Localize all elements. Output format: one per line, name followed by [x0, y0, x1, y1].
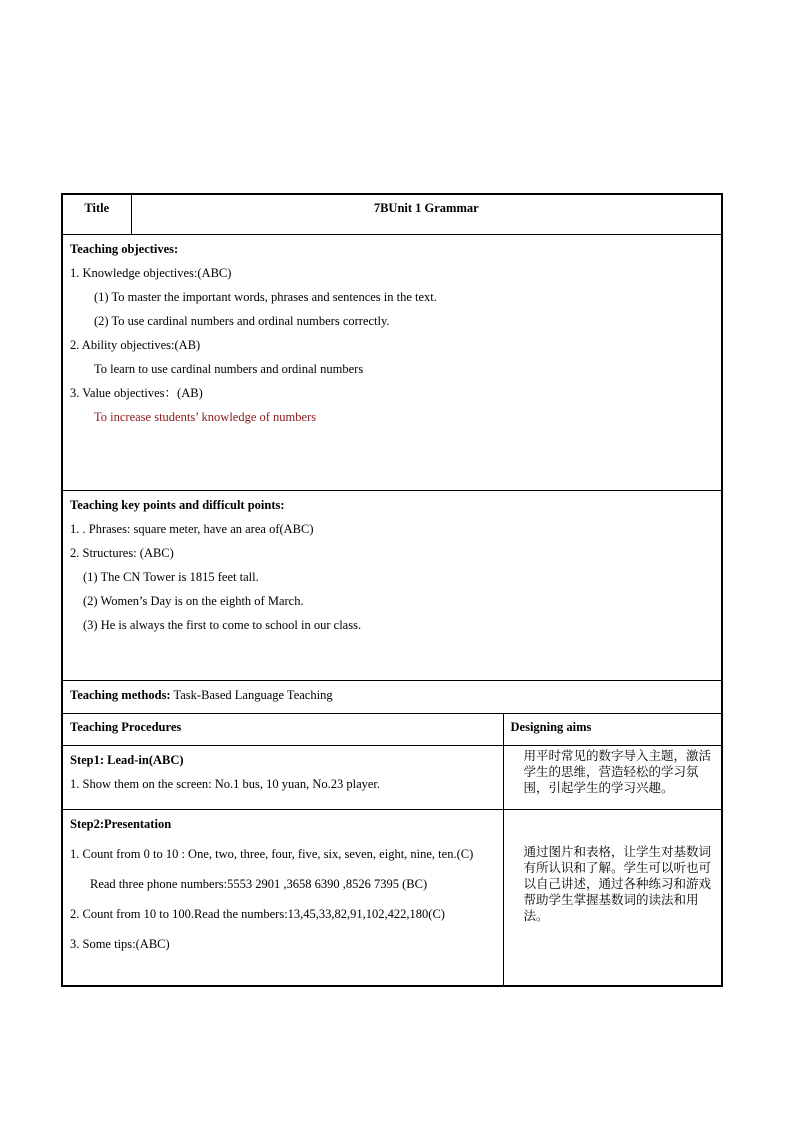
value-objective-item: To increase students’ knowledge of numbers — [94, 410, 317, 424]
step2-line: 1. Count from 0 to 10 : One, two, three, four, five, six, seven, eight, nine, ten.(C) — [70, 847, 474, 861]
step1-row — [62, 746, 722, 810]
objectives-cell — [62, 235, 722, 491]
knowledge-objective-item: (1) To master the important words, phrases and sentences in the text. — [94, 290, 437, 304]
value-objectives-label: 3. Value objectives：(AB) — [70, 386, 203, 400]
step2-aim-cell — [503, 810, 722, 987]
ability-objectives-label: 2. Ability objectives:(AB) — [70, 338, 201, 352]
step1-line: 1. Show them on the screen: No.1 bus, 10 yuan, No.23 player. — [70, 777, 381, 791]
aims-column-header: Designing aims — [503, 714, 722, 746]
key-points-heading: Teaching key points and difficult points: — [70, 498, 285, 512]
step2-line: 3. Some tips:(ABC) — [70, 937, 170, 951]
title-value: 7BUnit 1 Grammar — [131, 194, 722, 235]
structure-item: (3) He is always the first to come to school in our class. — [83, 618, 362, 632]
key-points-row — [62, 491, 722, 681]
objectives-heading: Teaching objectives: — [70, 242, 179, 256]
methods-row — [62, 681, 722, 714]
methods-label: Teaching methods: — [70, 688, 171, 702]
structure-item: (1) The CN Tower is 1815 feet tall. — [83, 570, 259, 584]
step2-title: Step2:Presentation — [70, 817, 172, 831]
step2-line: Read three phone numbers:5553 2901 ,3658 6390 ,8526 7395 (BC) — [90, 877, 428, 891]
step2-line: 2. Count from 10 to 100.Read the numbers:13,45,33,82,91,102,422,180(C) — [70, 907, 445, 921]
step1-procedure-cell — [62, 746, 503, 810]
ability-objective-item: To learn to use cardinal numbers and ordinal numbers — [94, 362, 364, 376]
step1-title: Step1: Lead-in(ABC) — [70, 753, 184, 767]
knowledge-objective-item: (2) To use cardinal numbers and ordinal numbers correctly. — [94, 314, 390, 328]
methods-value: Task-Based Language Teaching — [170, 688, 333, 702]
procedures-header-row — [62, 714, 722, 746]
procedures-column-header: Teaching Procedures — [62, 714, 503, 746]
step2-aim-text: 通过图片和表格，让学生对基数词有所认识和了解。学生可以听也可以自己讲述，通过各种练习和游戏帮助学生掌握基数词的读法和用法。 — [523, 844, 712, 923]
structure-item: (2) Women’s Day is on the eighth of March. — [83, 594, 304, 608]
step2-row — [62, 810, 722, 987]
title-row — [62, 194, 722, 235]
step1-aim-cell — [503, 746, 722, 810]
step2-procedure-cell — [62, 810, 503, 987]
key-points-cell — [62, 491, 722, 681]
structures-label: 2. Structures: (ABC) — [70, 546, 174, 560]
objectives-row — [62, 235, 722, 491]
lesson-plan-table — [61, 193, 723, 987]
methods-cell — [62, 681, 722, 714]
step1-aim-text: 用平时常见的数字导入主题，激活学生的思维，营造轻松的学习氛围，引起学生的学习兴趣。 — [523, 748, 712, 795]
knowledge-objectives-label: 1. Knowledge objectives:(ABC) — [70, 266, 232, 280]
phrases-line: 1. . Phrases: square meter, have an area of(ABC) — [70, 522, 314, 536]
title-label: Title — [62, 194, 131, 235]
methods-line — [70, 687, 714, 703]
